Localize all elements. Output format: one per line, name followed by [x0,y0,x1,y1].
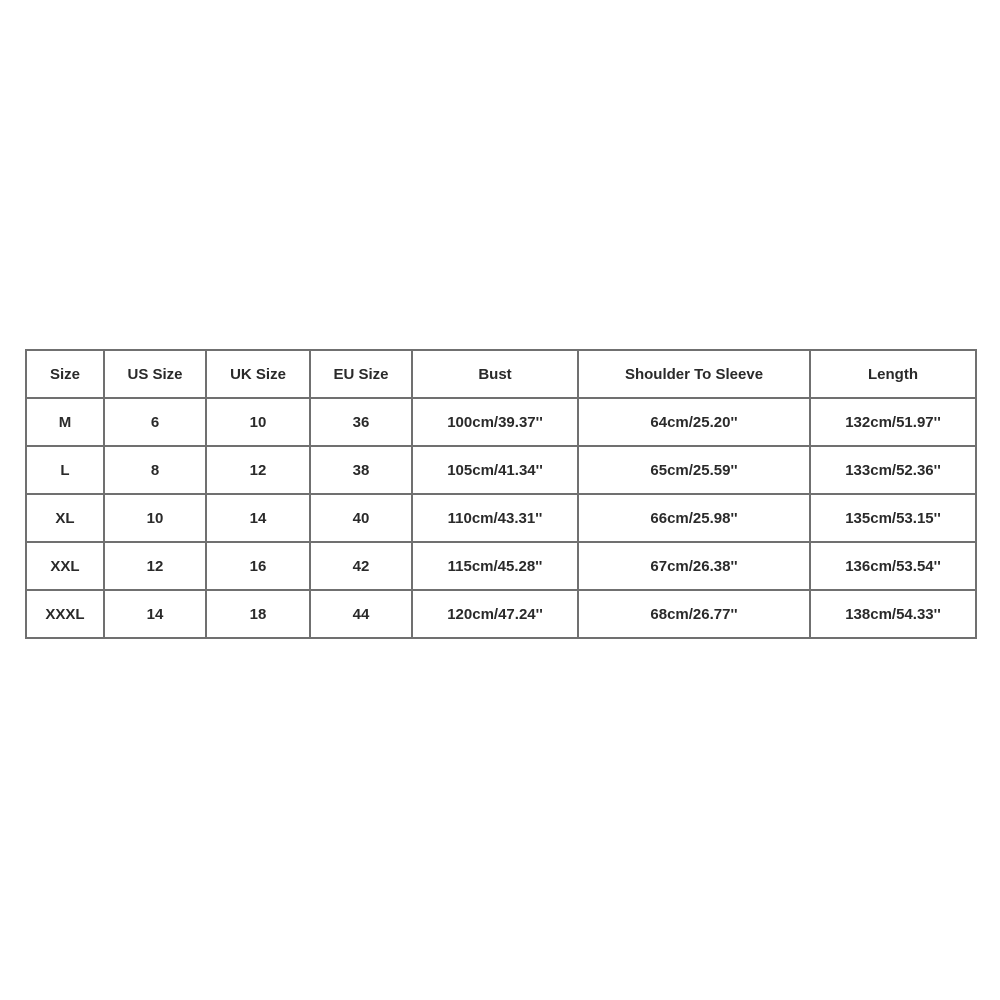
column-header-length: Length [810,350,976,398]
cell-bust: 105cm/41.34'' [412,446,578,494]
size-chart-table [25,349,977,639]
cell-shoulder-to-sleeve: 65cm/25.59'' [578,446,810,494]
column-header-us-size: US Size [104,350,206,398]
table-row [26,590,976,638]
cell-bust: 100cm/39.37'' [412,398,578,446]
cell-bust: 120cm/47.24'' [412,590,578,638]
cell-eu-size: 42 [310,542,412,590]
column-header-size: Size [26,350,104,398]
cell-size: L [26,446,104,494]
cell-us-size: 14 [104,590,206,638]
cell-bust: 115cm/45.28'' [412,542,578,590]
table-row [26,446,976,494]
cell-eu-size: 38 [310,446,412,494]
cell-size: XXL [26,542,104,590]
cell-eu-size: 40 [310,494,412,542]
cell-uk-size: 14 [206,494,310,542]
cell-length: 135cm/53.15'' [810,494,976,542]
cell-shoulder-to-sleeve: 66cm/25.98'' [578,494,810,542]
cell-size: XXXL [26,590,104,638]
table-header-row [26,350,976,398]
column-header-shoulder-to-sleeve: Shoulder To Sleeve [578,350,810,398]
cell-length: 132cm/51.97'' [810,398,976,446]
column-header-eu-size: EU Size [310,350,412,398]
cell-us-size: 8 [104,446,206,494]
cell-shoulder-to-sleeve: 67cm/26.38'' [578,542,810,590]
cell-size: M [26,398,104,446]
cell-length: 136cm/53.54'' [810,542,976,590]
cell-shoulder-to-sleeve: 64cm/25.20'' [578,398,810,446]
cell-bust: 110cm/43.31'' [412,494,578,542]
cell-uk-size: 12 [206,446,310,494]
cell-us-size: 6 [104,398,206,446]
cell-uk-size: 10 [206,398,310,446]
table-row [26,494,976,542]
table-row [26,398,976,446]
column-header-uk-size: UK Size [206,350,310,398]
cell-eu-size: 36 [310,398,412,446]
cell-size: XL [26,494,104,542]
cell-eu-size: 44 [310,590,412,638]
cell-length: 133cm/52.36'' [810,446,976,494]
column-header-bust: Bust [412,350,578,398]
cell-uk-size: 18 [206,590,310,638]
cell-uk-size: 16 [206,542,310,590]
cell-length: 138cm/54.33'' [810,590,976,638]
table-row [26,542,976,590]
cell-shoulder-to-sleeve: 68cm/26.77'' [578,590,810,638]
cell-us-size: 12 [104,542,206,590]
cell-us-size: 10 [104,494,206,542]
